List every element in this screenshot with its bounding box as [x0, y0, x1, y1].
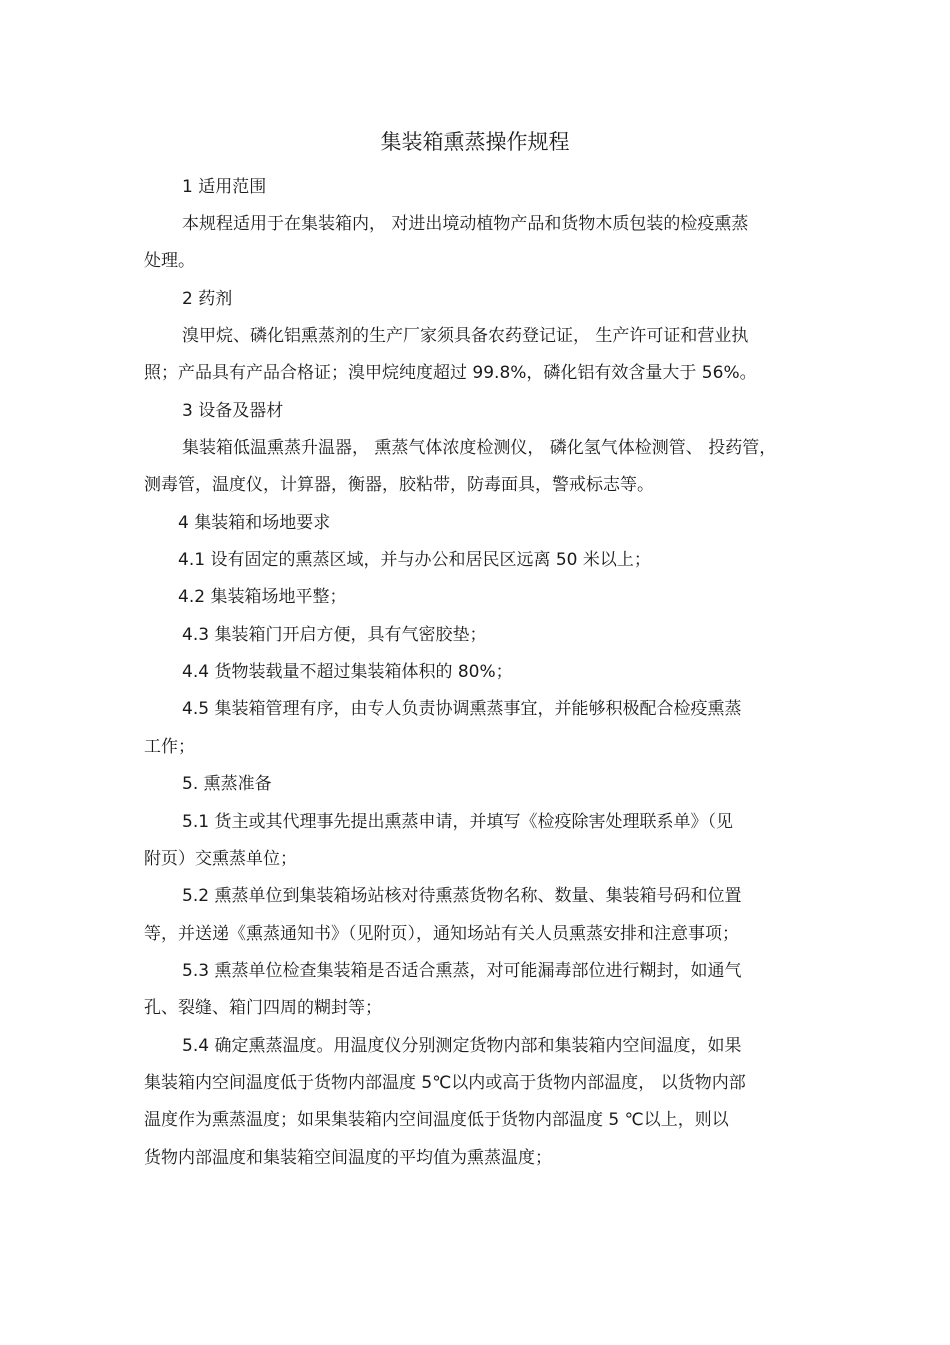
- section-heading-preparation: 5. 熏蒸准备: [182, 774, 272, 794]
- list-item-continuation: 温度作为熏蒸温度；如果集装箱内空间温度低于货物内部温度 5 ℃以上，则以: [144, 1110, 729, 1130]
- list-item: 4.4 货物装载量不超过集装箱体积的 80%；: [182, 662, 513, 682]
- list-item: 5.1 货主或其代理事先提出熏蒸申请，并填写《检疫除害处理联系单》（见: [182, 812, 733, 832]
- list-item: 4.5 集装箱管理有序，由专人负责协调熏蒸事宜，并能够积极配合检疫熏蒸: [182, 699, 742, 719]
- list-item-continuation: 等，并送递《熏蒸通知书》（见附页），通知场站有关人员熏蒸安排和注意事项；: [144, 924, 739, 944]
- paragraph-line: 集装箱低温熏蒸升温器， 熏蒸气体浓度检测仪， 磷化氢气体检测管、 投药管，: [182, 438, 777, 458]
- paragraph-line: 溴甲烷、磷化铝熏蒸剂的生产厂家须具备农药登记证， 生产许可证和营业执: [182, 326, 749, 346]
- list-item-continuation: 工作；: [144, 737, 195, 757]
- list-item: 4.2 集装箱场地平整；: [178, 587, 347, 607]
- section-heading-chemicals: 2 药剂: [182, 289, 233, 309]
- paragraph-line: 本规程适用于在集装箱内， 对进出境动植物产品和货物木质包装的检疫熏蒸: [182, 214, 749, 234]
- list-item: 4.1 设有固定的熏蒸区域，并与办公和居民区远离 50 米以上；: [178, 550, 651, 570]
- list-item: 5.4 确定熏蒸温度。用温度仪分别测定货物内部和集装箱内空间温度，如果: [182, 1036, 742, 1056]
- list-item-continuation: 集装箱内空间温度低于货物内部温度 5℃以内或高于货物内部温度， 以货物内部: [144, 1073, 746, 1093]
- paragraph-line: 测毒管，温度仪，计算器，衡器，胶粘带，防毒面具，警戒标志等。: [144, 475, 654, 495]
- list-item-continuation: 孔、裂缝、箱门四周的糊封等；: [144, 998, 382, 1018]
- paragraph-line: 照；产品具有产品合格证；溴甲烷纯度超过 99.8%，磷化铝有效含量大于 56%。: [144, 363, 757, 383]
- paragraph-line: 处理。: [144, 251, 195, 271]
- list-item: 4.3 集装箱门开启方便，具有气密胶垫；: [182, 625, 487, 645]
- list-item: 5.2 熏蒸单位到集装箱场站核对待熏蒸货物名称、数量、集装箱号码和位置: [182, 886, 742, 906]
- list-item: 5.3 熏蒸单位检查集装箱是否适合熏蒸，对可能漏毒部位进行糊封，如通气: [182, 961, 742, 981]
- document-title: 集装箱熏蒸操作规程: [380, 130, 570, 154]
- section-heading-site: 4 集装箱和场地要求: [178, 513, 331, 533]
- list-item-continuation: 附页）交熏蒸单位；: [144, 849, 297, 869]
- section-heading-equipment: 3 设备及器材: [182, 401, 284, 421]
- section-heading-scope: 1 适用范围: [182, 177, 267, 197]
- list-item-continuation: 货物内部温度和集装箱空间温度的平均值为熏蒸温度；: [144, 1148, 552, 1168]
